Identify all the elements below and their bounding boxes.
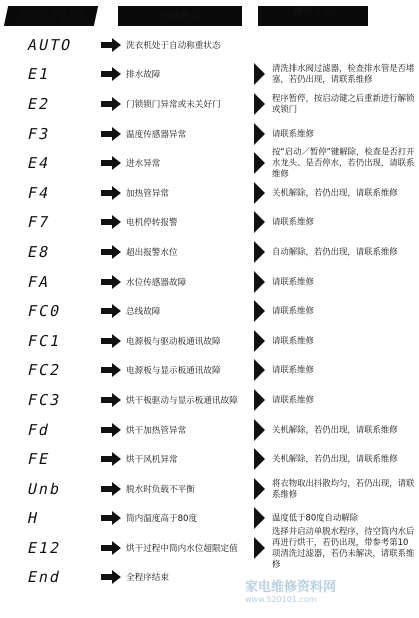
triangle-pointer-icon [254,359,265,381]
triangle-pointer-icon [254,152,265,174]
solution-text: 关机解除，若仍出现，请联系维修 [272,187,398,198]
error-code: End [26,568,64,587]
triangle-pointer-icon [254,330,265,352]
solution-text: 请联系维修 [272,364,314,375]
error-code: FC1 [26,331,64,350]
arrow-right-icon [101,156,121,170]
solution-text: 将衣物取出抖散均匀，若仍出现，请联系维修 [272,477,415,499]
solution-text: 请联系维修 [272,276,314,287]
triangle-pointer-icon [254,478,265,500]
solution-text: 关机解除，若仍出现，请联系维修 [272,453,398,464]
solution-text: 程序暂停，按启动键之后重新进行解锁或锁门 [272,92,415,114]
table-row [0,237,419,267]
header-description: 代码释义 [118,6,242,26]
solution-text: 选择并启动单脱水程序，待空筒内水后再进行烘干，若仍出现，带参考第10项清洗过滤器，若仍未解决，请联系维修 [272,525,415,569]
triangle-pointer-icon [254,300,265,322]
table-row [0,474,419,504]
triangle-pointer-icon [254,241,265,263]
code-description: 脱水时负载不平衡 [126,484,195,495]
header-code: 显示代码 [4,6,98,26]
code-description: 烘干过程中筒内水位超限定值 [126,543,238,554]
solution-text: 自动解除，若仍出现，请联系维修 [272,246,398,257]
triangle-pointer-icon [254,182,265,204]
error-code: E8 [26,242,52,261]
error-code: AUTO [26,35,75,54]
triangle-pointer-icon [254,507,265,529]
table-row [0,415,419,445]
code-description: 烘干加热管异常 [126,425,187,436]
triangle-pointer-icon [254,63,265,85]
error-code: Fd [26,420,52,439]
code-description: 进水异常 [126,159,161,170]
triangle-pointer-icon [254,419,265,441]
watermark-url: www.520101.com [245,595,317,604]
error-code: H [26,509,41,528]
code-description: 温度传感器异常 [126,129,187,140]
error-code: E2 [26,94,52,113]
solution-text: 请联系维修 [272,305,314,316]
arrow-right-icon [101,67,121,81]
error-code: FE [26,450,52,469]
triangle-pointer-icon [254,211,265,233]
header-solution: 排除方法 [258,6,368,26]
code-description: 电源板与驱动板通讯故障 [126,336,221,347]
arrow-right-icon [101,570,121,584]
code-description: 筒内温度高于80度 [126,514,198,525]
arrow-right-icon [101,334,121,348]
table-row [0,30,419,60]
table-row [0,296,419,326]
triangle-pointer-icon [254,93,265,115]
arrow-right-icon [101,363,121,377]
solution-text: 请联系维修 [272,128,314,139]
table-row [0,178,419,208]
table-row [0,119,419,149]
code-description: 加热管异常 [126,188,169,199]
solution-text: 请联系维修 [272,394,314,405]
error-code: FC3 [26,390,64,409]
arrow-right-icon [101,511,121,525]
code-description: 洗衣机处于自动称重状态 [126,40,221,51]
error-code: F7 [26,213,52,232]
solution-text: 关机解除，若仍出现，请联系维修 [272,424,398,435]
arrow-right-icon [101,215,121,229]
code-description: 超出报警水位 [126,247,178,258]
table-header [0,6,419,26]
code-description: 电机停转报警 [126,218,178,229]
error-code: E1 [26,65,52,84]
error-code: F3 [26,124,52,143]
solution-text: 按“启动／暂停”键解除，检查是否打开水龙头、是否停水，若仍出现，请联系维修 [272,146,415,179]
code-description: 烘干板驱动与显示板通讯故障 [126,395,238,406]
arrow-right-icon [101,304,121,318]
code-description: 烘干风机异常 [126,455,178,466]
error-code: Unb [26,479,64,498]
arrow-right-icon [101,38,121,52]
error-code: FA [26,272,52,291]
arrow-right-icon [101,186,121,200]
code-description: 总线故障 [126,307,161,318]
table-row [0,356,419,386]
code-description: 排水故障 [126,70,161,81]
solution-text: 请联系维修 [272,335,314,346]
arrow-right-icon [101,541,121,555]
triangle-pointer-icon [254,271,265,293]
arrow-right-icon [101,97,121,111]
error-code: F4 [26,183,52,202]
solution-text: 清洗排水阀过滤器，检查排水管是否堵塞，若仍出现，请联系维修 [272,63,415,85]
error-code: FC0 [26,302,64,321]
table-row [0,60,419,90]
table-row [0,326,419,356]
code-description: 电源板与显示板通讯故障 [126,366,221,377]
solution-text: 请联系维修 [272,216,314,227]
error-code: E4 [26,154,52,173]
arrow-right-icon [101,275,121,289]
watermark-text: 家电维修资料网 [245,580,337,595]
error-code: FC2 [26,361,64,380]
table-row [0,267,419,297]
table-row [0,89,419,119]
triangle-pointer-icon [254,389,265,411]
watermark [245,576,415,616]
error-code: E12 [26,538,64,557]
triangle-pointer-icon [254,123,265,145]
triangle-pointer-icon [254,537,265,559]
arrow-right-icon [101,452,121,466]
table-row [0,148,419,178]
error-code-table [0,30,419,592]
arrow-right-icon [101,423,121,437]
arrow-right-icon [101,245,121,259]
table-row [0,208,419,238]
code-description: 水位传感器故障 [126,277,187,288]
arrow-right-icon [101,482,121,496]
table-row [0,444,419,474]
code-description: 全程序结束 [126,573,169,584]
arrow-right-icon [101,127,121,141]
arrow-right-icon [101,393,121,407]
solution-text: 温度低于80度自动解除 [272,512,359,523]
code-description: 门锁锁门异常或未关好门 [126,99,221,110]
table-row [0,385,419,415]
triangle-pointer-icon [254,448,265,470]
table-row [0,525,419,569]
